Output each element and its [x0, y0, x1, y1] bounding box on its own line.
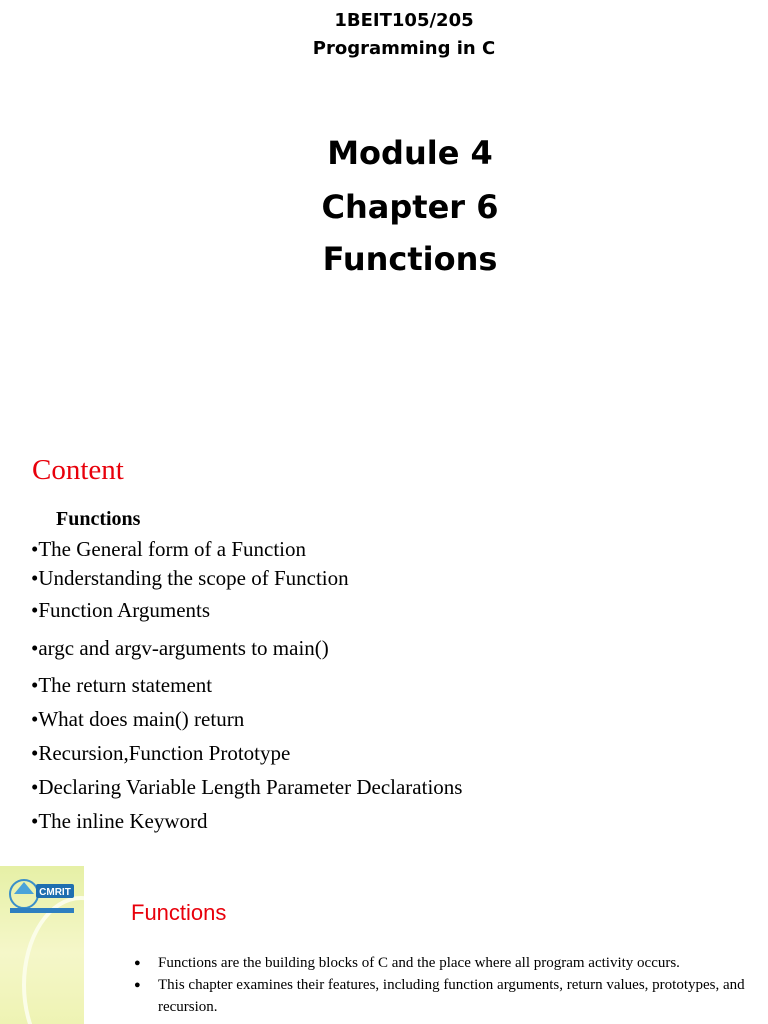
course-name: Programming in C	[312, 38, 496, 59]
bullet-icon: •	[31, 707, 39, 731]
list-item: ● Functions are the building blocks of C and the place where all program activity occurs.	[134, 952, 754, 974]
functions-slide	[0, 866, 768, 1024]
logo-panel	[0, 866, 84, 1024]
list-item: •argc and argv-arguments to main()	[31, 636, 329, 660]
cmrit-logo	[6, 874, 78, 918]
list-item: •What does main() return	[31, 707, 245, 731]
bullet-icon: •	[31, 809, 39, 833]
bullet-icon: •	[31, 537, 39, 561]
content-heading: Content	[32, 454, 124, 486]
bullet-icon: •	[31, 775, 39, 799]
bullet-icon: •	[31, 598, 39, 622]
bullet-icon: •	[31, 636, 39, 660]
module-title: Module 4	[327, 134, 493, 172]
bullet-icon: ●	[134, 979, 141, 991]
list-item: •Recursion,Function Prototype	[31, 741, 291, 765]
list-item: •Understanding the scope of Function	[31, 566, 349, 590]
bullet-icon: •	[31, 566, 39, 590]
list-item: •Function Arguments	[31, 598, 211, 622]
title-slide	[0, 0, 768, 430]
functions-list	[134, 952, 754, 1018]
list-item: •The inline Keyword	[31, 809, 208, 833]
logo-text: CMRIT	[39, 887, 71, 898]
bullet-icon: •	[31, 741, 39, 765]
bullet-icon: •	[31, 673, 39, 697]
list-item: ● This chapter examines their features, including function arguments, return values, prototypes, and recursion.	[134, 974, 754, 1018]
chapter-title: Chapter 6	[321, 188, 499, 226]
content-slide	[0, 430, 768, 860]
content-subheading: Functions	[56, 508, 141, 530]
functions-heading: Functions	[131, 900, 227, 925]
topic-title: Functions	[322, 240, 498, 278]
bullet-icon: ●	[134, 957, 141, 969]
list-item: •Declaring Variable Length Parameter Declarations	[31, 775, 463, 799]
course-code: 1BEIT105/205	[334, 10, 474, 31]
list-item: •The return statement	[31, 673, 213, 697]
list-item: •The General form of a Function	[31, 537, 307, 561]
